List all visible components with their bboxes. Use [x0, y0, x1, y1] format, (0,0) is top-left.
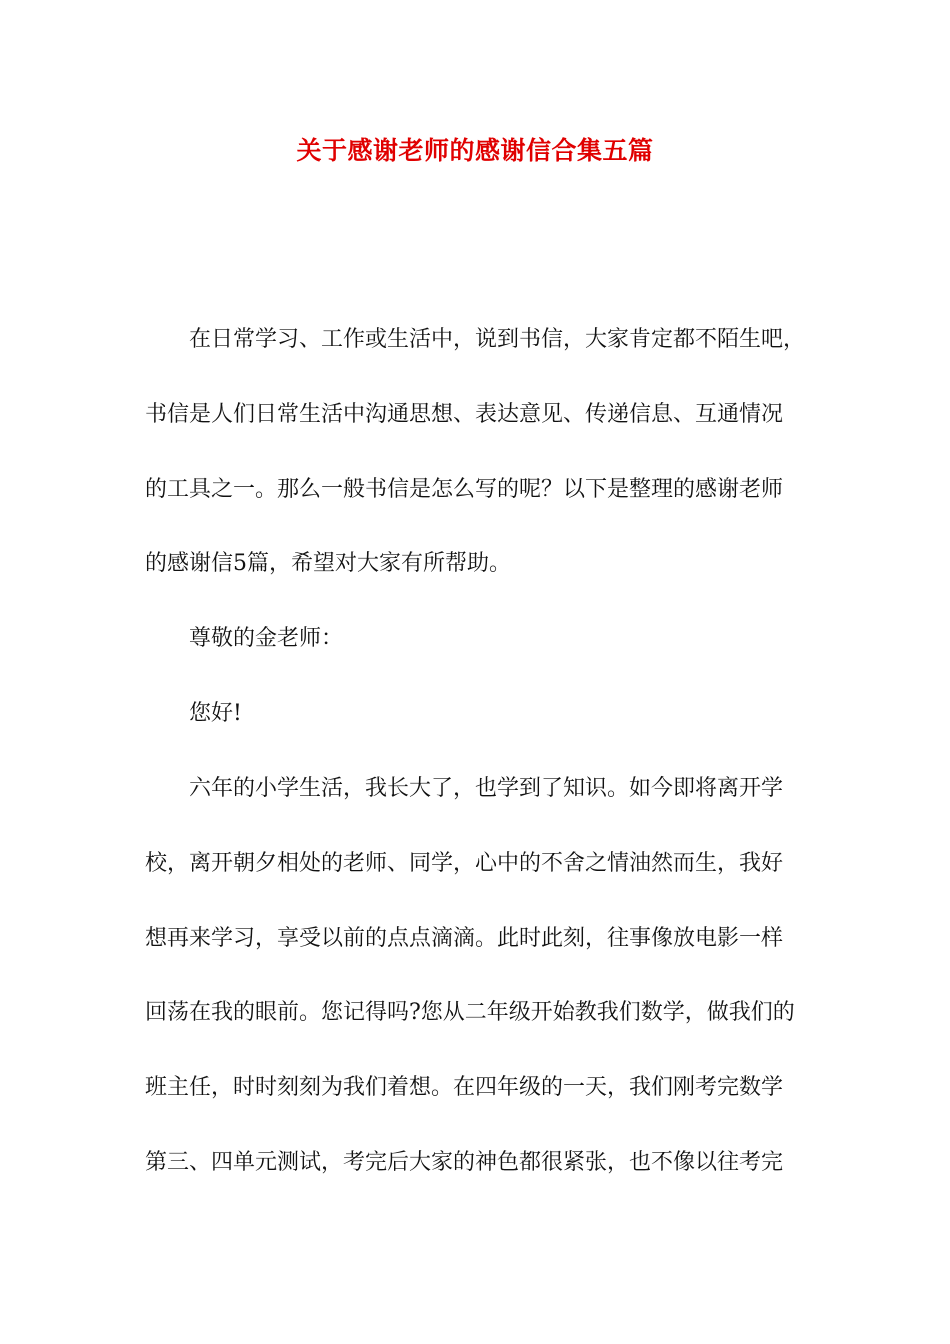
paragraph-line: 回荡在我的眼前。您记得吗?您从二年级开始教我们数学，做我们的 [145, 1000, 795, 1025]
paragraph-line: 校，离开朝夕相处的老师、同学，心中的不舍之情油然而生，我好 [145, 851, 784, 876]
paragraph-line: 第三、四单元测试，考完后大家的神色都很紧张，也不像以往考完 [145, 1150, 784, 1175]
document-title: 关于感谢老师的感谢信合集五篇 [296, 136, 654, 165]
paragraph-line: 的工具之一。那么一般书信是怎么写的呢？以下是整理的感谢老师 [145, 477, 784, 502]
salutation-line: 尊敬的金老师： [189, 626, 344, 651]
greeting-line: 您好! [189, 701, 242, 726]
paragraph-line: 想再来学习，享受以前的点点滴滴。此时此刻，往事像放电影一样 [145, 926, 784, 951]
paragraph-line: 班主任，时时刻刻为我们着想。在四年级的一天，我们刚考完数学 [145, 1075, 784, 1100]
paragraph-line: 的感谢信5篇，希望对大家有所帮助。 [145, 551, 511, 576]
paragraph-line: 书信是人们日常生活中沟通思想、表达意见、传递信息、互通情况 [145, 402, 784, 427]
paragraph-line: 六年的小学生活，我长大了，也学到了知识。如今即将离开学 [189, 776, 784, 801]
paragraph-line: 在日常学习、工作或生活中，说到书信，大家肯定都不陌生吧， [189, 327, 806, 352]
